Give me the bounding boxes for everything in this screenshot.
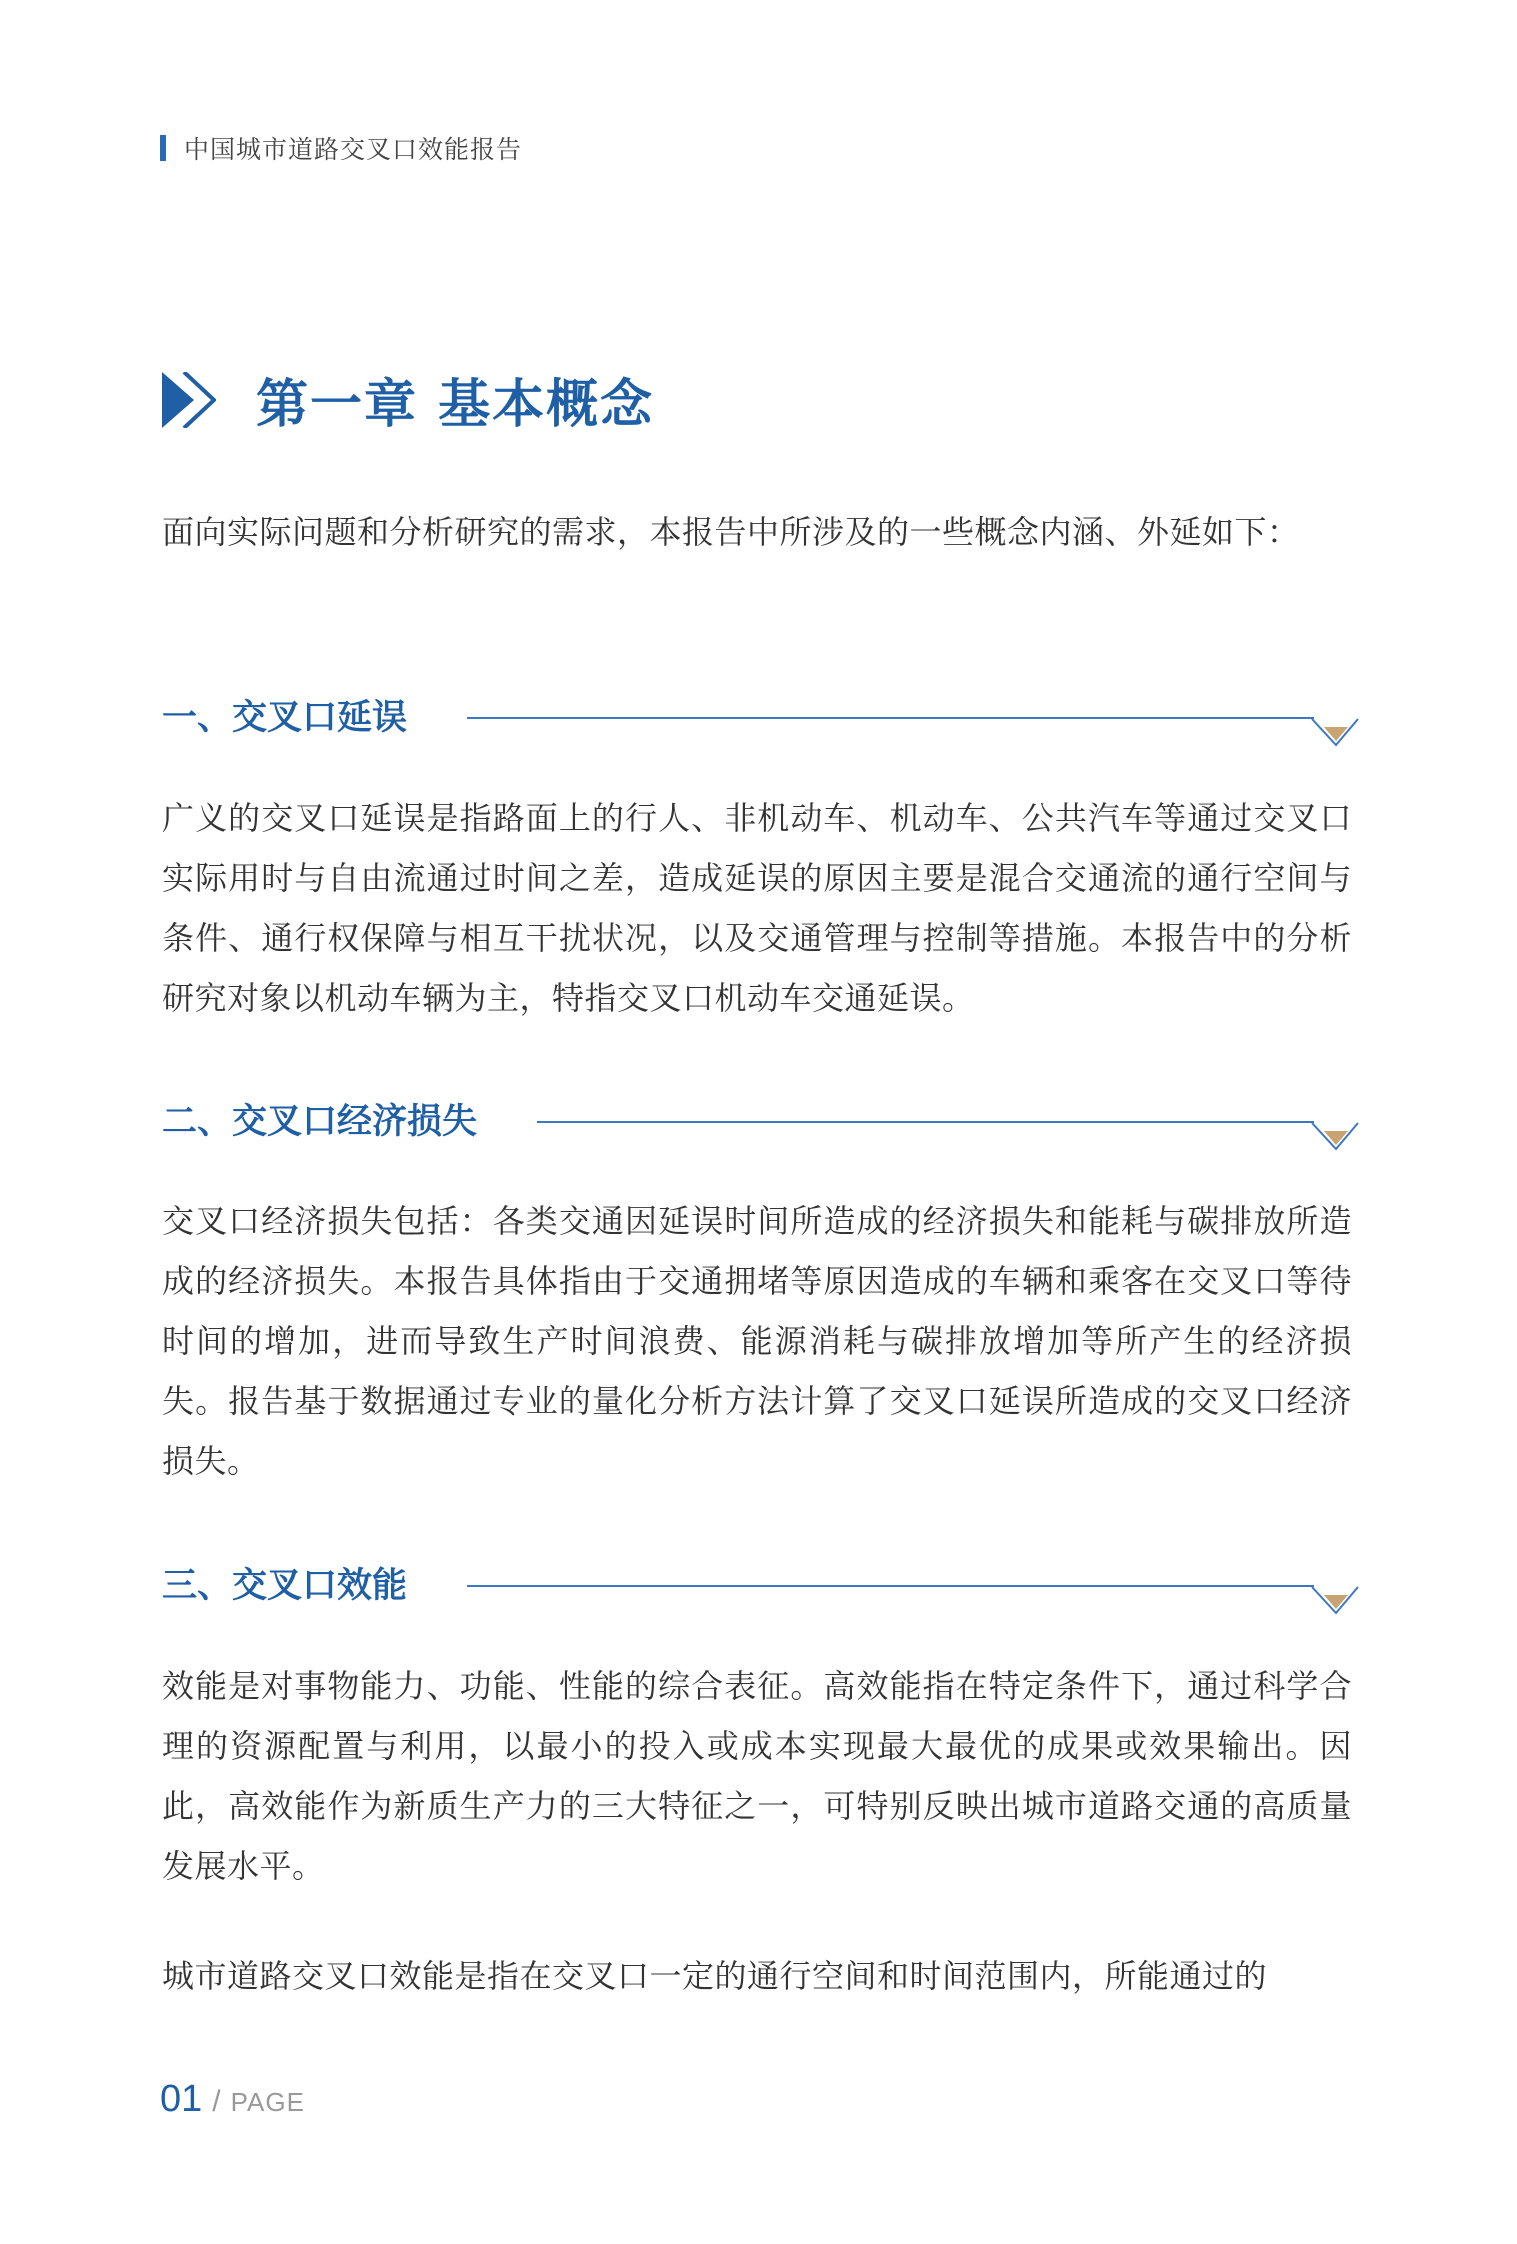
- section-title: 一、交叉口延误: [162, 693, 417, 743]
- running-header: [160, 130, 522, 166]
- page-separator: /: [212, 2085, 221, 2118]
- section-heading-2: [162, 1097, 1354, 1147]
- section-heading-1: [162, 693, 1354, 743]
- header-title: 中国城市道路交叉口效能报告: [184, 135, 523, 164]
- section-title: 二、交叉口经济损失: [162, 1097, 487, 1147]
- triangle-down-icon: [1310, 715, 1360, 749]
- section-3-paragraph-1: 效能是对事物能力、功能、性能的综合表征。高效能指在特定条件下，通过科学合理的资源配置与利用，以最小的投入或成本实现最大最优的成果或效果输出。因此，高效能作为新质生产力的三大特征之一，可特别反映出城市道路交通的高质量发展水平。: [162, 1667, 1352, 1885]
- chapter-heading: [162, 362, 654, 437]
- page-label: PAGE: [230, 2087, 305, 2117]
- header-accent-bar: [160, 135, 166, 161]
- section-divider-line: [537, 1121, 1314, 1123]
- section-divider-line: [467, 1585, 1314, 1587]
- section-3-paragraph-2: 城市道路交叉口效能是指在交叉口一定的通行空间和时间范围内，所能通过的: [162, 1957, 1268, 1995]
- chapter-title: 第一章 基本概念: [256, 375, 655, 435]
- chevron-right-icon: [162, 372, 216, 428]
- intro-paragraph: 面向实际问题和分析研究的需求，本报告中所涉及的一些概念内涵、外延如下：: [162, 513, 1300, 551]
- section-heading-3: [162, 1561, 1354, 1611]
- section-divider-line: [467, 717, 1314, 719]
- page-footer: [160, 2078, 305, 2121]
- page-number: 01: [160, 2078, 203, 2120]
- triangle-down-icon: [1310, 1583, 1360, 1617]
- section-1-paragraph: 广义的交叉口延误是指路面上的行人、非机动车、机动车、公共汽车等通过交叉口实际用时与自由流通过时间之差，造成延误的原因主要是混合交通流的通行空间与条件、通行权保障与相互干扰状况，以及交通管理与控制等措施。本报告中的分析研究对象以机动车辆为主，特指交叉口机动车交通延误。: [162, 799, 1352, 1017]
- section-title: 三、交叉口效能: [162, 1561, 417, 1611]
- section-2-paragraph: 交叉口经济损失包括：各类交通因延误时间所造成的经济损失和能耗与碳排放所造成的经济损失。本报告具体指由于交通拥堵等原因造成的车辆和乘客在交叉口等待时间的增加，进而导致生产时间浪费、能源消耗与碳排放增加等所产生的经济损失。报告基于数据通过专业的量化分析方法计算了交叉口延误所造成的交叉口经济损失。: [162, 1202, 1352, 1480]
- triangle-down-icon: [1310, 1119, 1360, 1153]
